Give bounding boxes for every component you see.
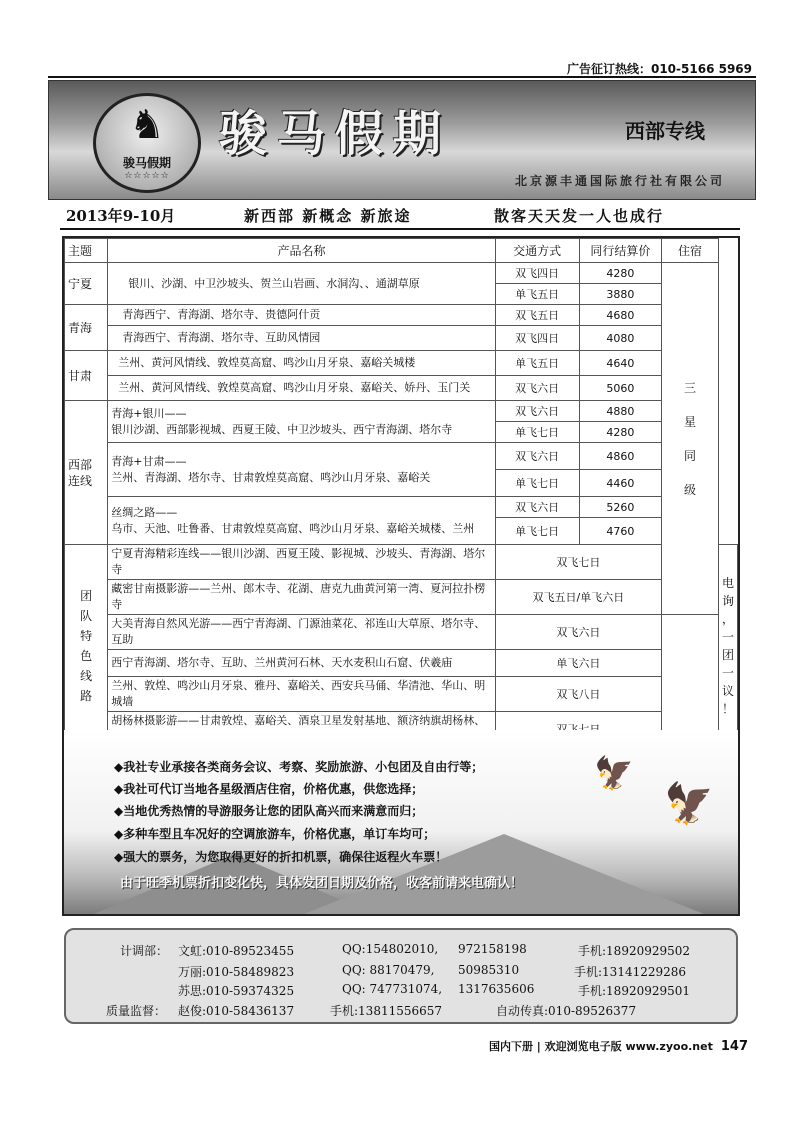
service-item: ◆我社可代订当地各星级酒店住宿，价格优惠，供您选择； — [114, 782, 424, 796]
price: 3880 — [579, 284, 662, 305]
transport: 双飞六日 — [495, 615, 661, 650]
route-name: 青海西宁、青海湖、塔尔寺、互助风情园 — [108, 326, 495, 351]
contact-qq2: 972158198 — [458, 942, 527, 956]
route-name — [108, 497, 495, 545]
slogan-date: 2013年9-10月 — [66, 207, 176, 225]
table-row — [65, 401, 738, 422]
header-theme: 主题 — [65, 239, 108, 263]
transport: 单飞七日 — [495, 470, 579, 497]
ad-hotline: 广告征订热线：010-5166 5969 — [566, 62, 752, 76]
route-group-desc: 兰州、青海湖、塔尔寺、甘肃敦煌莫高窟、鸣沙山月牙泉、嘉峪关 — [111, 470, 431, 484]
page-footer — [489, 1038, 748, 1054]
header-product: 产品名称 — [108, 239, 495, 263]
service-item: ◆多种车型且车况好的空调旅游车，价格优惠，单订车均可； — [114, 827, 436, 841]
table-row — [65, 580, 738, 615]
transport: 双飞六日 — [495, 443, 579, 470]
contact-mobile: 手机:13141229286 — [574, 965, 687, 979]
services-panel — [64, 730, 738, 914]
footer-text: 国内下册 | 欢迎浏览电子版 www.zyoo.net — [488, 1040, 713, 1053]
route-group-desc: 银川沙湖、西部影视城、西夏王陵、中卫沙坡头、西宁青海湖、塔尔寺 — [111, 422, 453, 436]
price: 4680 — [579, 305, 662, 326]
contact-mobile: 手机:18920929502 — [578, 944, 691, 958]
brand-title: 骏马假期 — [219, 106, 452, 162]
supervisor-mobile: 手机:13811556657 — [330, 1004, 443, 1018]
page-number: 147 — [720, 1039, 748, 1054]
eagle-icon: 🦅 — [664, 781, 714, 827]
price: 4880 — [579, 401, 662, 422]
stay-three-star: 三 星 同 级 — [662, 263, 719, 615]
transport: 单飞六日 — [495, 650, 661, 677]
price: 4760 — [579, 518, 662, 545]
route-name: 兰州、黄河风情线、敦煌莫高窟、鸣沙山月牙泉、嘉峪关、娇丹、玉门关 — [108, 376, 495, 401]
route-name — [108, 443, 495, 497]
price: 4640 — [579, 351, 662, 376]
transport: 双飞五日 — [495, 305, 579, 326]
company-name: 北京源丰通国际旅行社有限公司 — [514, 174, 725, 188]
transport: 单飞七日 — [495, 422, 579, 443]
transport: 双飞七日 — [495, 545, 661, 580]
table-row — [65, 497, 738, 518]
table-row — [65, 650, 738, 677]
route-group-desc: 乌市、天池、吐鲁番、甘肃敦煌莫高窟、鸣沙山月牙泉、嘉峪关城楼、兰州 — [111, 521, 475, 535]
supervisor-label: 质量监督： — [106, 1004, 167, 1018]
top-rule — [48, 76, 756, 78]
auto-fax: 自动传真:010-89526377 — [496, 1004, 637, 1018]
header-transport: 交通方式 — [495, 239, 579, 263]
table-row — [65, 615, 738, 650]
dept-label: 计调部： — [120, 944, 169, 958]
slogan-daily: 散客天天发一人也成行 — [494, 207, 665, 225]
transport: 双飞八日 — [495, 677, 661, 712]
table-row — [65, 443, 738, 470]
contact-name: 万丽:010-58489823 — [178, 965, 295, 979]
slogan-motto: 新西部 新概念 新旅途 — [244, 207, 412, 225]
price: 4460 — [579, 470, 662, 497]
transport: 单飞五日 — [495, 351, 579, 376]
table-header-row — [65, 239, 738, 263]
stay-inquire: 电 询 ， 一 团 一 议 ！ — [718, 545, 737, 747]
price: 4280 — [579, 263, 662, 284]
route-name: 西宁青海湖、塔尔寺、互助、兰州黄河石林、天水麦积山石窟、伏羲庙 — [108, 650, 495, 677]
route-group-title: 青海+甘肃—— — [111, 454, 187, 468]
contact-name: 苏思:010-59374325 — [178, 984, 295, 998]
route-name: 兰州、敦煌、鸣沙山月牙泉、雅丹、嘉峪关、西安兵马俑、华清池、华山、明城墙 — [108, 677, 495, 712]
transport: 双飞五日/单飞六日 — [495, 580, 661, 615]
table-row — [65, 263, 738, 284]
route-name: 宁夏青海精彩连线——银川沙湖、西夏王陵、影视城、沙坡头、青海湖、塔尔寺 — [108, 545, 495, 580]
theme-ningxia: 宁夏 — [65, 263, 108, 305]
transport: 双飞六日 — [495, 401, 579, 422]
slogan-bar — [60, 202, 740, 228]
eagle-icon: 🦅 — [594, 754, 634, 792]
theme-gansu: 甘肃 — [65, 351, 108, 401]
banner — [48, 80, 756, 200]
theme-qinghai: 青海 — [65, 305, 108, 351]
supervisor: 赵俊:010-58436137 — [178, 1004, 295, 1018]
routes-table — [64, 238, 738, 747]
logo-stars: ☆☆☆☆☆ — [124, 171, 170, 181]
horse-logo — [93, 93, 201, 193]
transport: 双飞六日 — [495, 497, 579, 518]
contact-mobile: 手机:18920929501 — [578, 984, 691, 998]
contact-qq: QQ: 747731074, — [342, 982, 443, 996]
price: 5260 — [579, 497, 662, 518]
contact-qq2: 1317635606 — [458, 982, 535, 996]
theme-xibu: 西部 连线 — [65, 401, 108, 545]
contact-name: 文虹:010-89523455 — [178, 944, 295, 958]
service-item: ◆我社专业承接各类商务会议、考察、奖励旅游、小包团及自由行等； — [114, 760, 484, 774]
service-item: ◆当地优秀热情的导游服务让您的团队高兴而来满意而归； — [114, 804, 424, 818]
contact-qq: QQ:154802010, — [342, 942, 439, 956]
theme-tuandui: 团 队 特 色 线 路 — [65, 545, 108, 747]
contact-box — [64, 928, 738, 1024]
route-name: 银川、沙湖、中卫沙坡头、贺兰山岩画、水洞沟、、通湖草原 — [108, 263, 495, 305]
price: 4860 — [579, 443, 662, 470]
route-group-title: 丝绸之路—— — [111, 505, 178, 519]
transport: 双飞四日 — [495, 326, 579, 351]
transport: 单飞七日 — [495, 518, 579, 545]
contact-qq2: 50985310 — [458, 963, 520, 977]
transport: 双飞六日 — [495, 376, 579, 401]
transport: 单飞五日 — [495, 284, 579, 305]
table-row — [65, 305, 738, 326]
services-note: 由于旺季机票折扣变化快，具体发团日期及价格，收客前请来电确认！ — [120, 876, 524, 891]
route-name: 兰州、黄河风情线、敦煌莫高窟、鸣沙山月牙泉、嘉峪关城楼 — [108, 351, 495, 376]
contact-qq: QQ: 88170479, — [342, 963, 435, 977]
header-stay: 住宿 — [662, 239, 719, 263]
slogan-rule — [60, 228, 740, 230]
horse-icon: ♞ — [129, 102, 165, 148]
route-group-title: 青海+银川—— — [111, 406, 187, 420]
table-row — [65, 326, 738, 351]
brand-line: 西部专线 — [625, 119, 705, 143]
transport: 双飞四日 — [495, 263, 579, 284]
table-row — [65, 376, 738, 401]
route-name: 胡杨林摄影游——甘肃敦煌、嘉峪关、酒泉卫星发射基地、额济纳旗胡杨林、 — [108, 712, 495, 747]
route-name: 青海西宁、青海湖、塔尔寺、贵德阿什贡 — [108, 305, 495, 326]
table-row — [65, 545, 738, 580]
table-row — [65, 351, 738, 376]
logo-name: 骏马假期 — [122, 156, 171, 170]
table-row — [65, 677, 738, 712]
route-name: 藏密甘南摄影游——兰州、郎木寺、花湖、唐克九曲黄河第一湾、夏河拉扑楞寺 — [108, 580, 495, 615]
price: 4280 — [579, 422, 662, 443]
route-name: 大美青海自然风光游——西宁青海湖、门源油菜花、祁连山大草原、塔尔寺、互助 — [108, 615, 495, 650]
service-item: ◆强大的票务，为您取得更好的折扣机票，确保往返程火车票！ — [114, 850, 448, 864]
route-name — [108, 401, 495, 443]
price: 4080 — [579, 326, 662, 351]
price: 5060 — [579, 376, 662, 401]
header-price: 同行结算价 — [579, 239, 662, 263]
